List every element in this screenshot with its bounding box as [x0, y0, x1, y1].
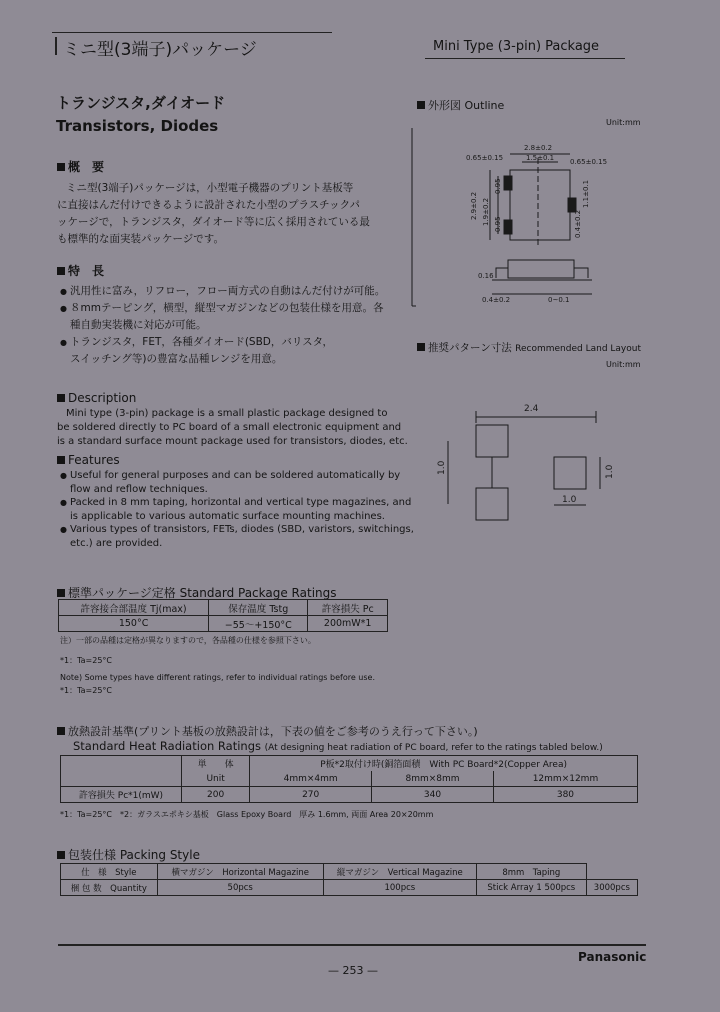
overview-line: ッケージで，トランジスタ，ダイオード等に広く採用されている最	[57, 216, 370, 228]
features-jp-item-cont: スイッチング等)の豊富な品種レンジを用意。	[70, 353, 283, 365]
description-heading: Description	[57, 391, 136, 405]
outline-dim: 0.16	[478, 272, 494, 280]
heat-value: 380	[493, 787, 637, 803]
land-dim: 1.0	[437, 460, 447, 475]
packing-row-label: 梱 包 数 Quantity	[61, 880, 158, 896]
package-ratings-value: −55〜+150°C	[209, 616, 308, 632]
features-en-item-cont: flow and reflow techniques.	[70, 484, 208, 495]
features-jp-item: ● 汎用性に富み，リフロー，フロー両方式の自動はんだ付けが可能。	[60, 283, 385, 298]
outline-dim: 2.9±0.2	[470, 191, 478, 220]
outline-lead	[504, 176, 512, 190]
features-en-item: ● Useful for general purposes and can be soldered automatically by	[60, 470, 400, 481]
packing-value: Stick Array 1 500pcs	[476, 880, 586, 896]
heat-unit: Unit	[182, 771, 250, 787]
outline-dim: 0.65±0.15	[570, 158, 608, 166]
outline-dim: 0.4±0.2	[482, 296, 511, 304]
heat-notes: *1：Ta=25°C *2：ガラスエポキシ基板 Glass Epoxy Board 厚み 1.6mm, 両面 Area 20×20mm	[60, 810, 434, 819]
packing-header: 縦マガジン Vertical Magazine	[323, 864, 476, 880]
outline-unit: Unit:mm	[606, 118, 641, 127]
page-number: — 253 —	[328, 964, 378, 977]
land-dim: 2.4	[524, 404, 539, 414]
outline-dim: 1.9±0.2	[482, 197, 490, 226]
heat-heading-en: Standard Heat Radiation Ratings (At designing heat radiation of PC board, refer to the ratings tabled below.)	[73, 739, 603, 753]
overview-heading: 概 要	[57, 158, 104, 175]
packing-value: 100pcs	[323, 880, 476, 896]
heat-ratings-table	[60, 755, 638, 803]
features-en-item: ● Various types of transistors, FETs, diodes (SBD, varistors, switchings,	[60, 524, 414, 535]
top-rule	[52, 32, 332, 33]
description-line: Mini type (3-pin) package is a small plastic package designed to	[66, 408, 388, 419]
land-dim: 1.0	[605, 464, 615, 479]
page-title-jp: ミニ型(3端子)パッケージ	[63, 40, 257, 60]
packing-table	[60, 863, 638, 896]
outline-drawing	[412, 128, 620, 308]
title-marker	[55, 37, 57, 55]
outline-lead	[504, 220, 512, 234]
heat-value: 340	[372, 787, 494, 803]
description-line: is a standard surface mount package used for transistors, diodes, etc.	[57, 436, 408, 447]
land-heading: 推奨パターン寸法 Recommended Land Layout	[417, 340, 641, 355]
features-jp-item: ● ８mmテーピング，横型，縦型マガジンなどの包装仕様を用意。各	[60, 300, 384, 315]
page-title-en: Mini Type (3-pin) Package	[433, 39, 600, 54]
outline-dim: 1.1±0.1	[582, 179, 590, 208]
features-en-item-cont: etc.) are provided.	[70, 538, 163, 549]
packing-value: 3000pcs	[586, 880, 637, 896]
outline-dim: 0.4±0.2	[574, 209, 582, 238]
packing-header: 8mm Taping	[476, 864, 586, 880]
features-jp-item-cont: 種自動実装機に対応が可能。	[70, 319, 207, 331]
heat-row-label: 許容損失 Pc*1(mW)	[61, 787, 182, 803]
overview-line: ミニ型(3端子)パッケージは，小型電子機器のプリント基板等	[66, 182, 354, 194]
heat-value: 200	[182, 787, 250, 803]
heat-unit: 12mm×12mm	[493, 771, 637, 787]
land-pad	[476, 488, 508, 520]
outline-body-side-view	[508, 260, 574, 278]
packing-header: 横マガジン Horizontal Magazine	[157, 864, 323, 880]
outline-dim: 2.8±0.2	[524, 144, 553, 152]
features-en-item: ● Packed in 8 mm taping, horizontal and vertical type magazines, and	[60, 497, 411, 508]
package-ratings-header: 許容損失 Pc	[308, 600, 388, 616]
heat-unit: 4mm×4mm	[250, 771, 372, 787]
category-jp: トランジスタ,ダイオード	[56, 94, 226, 112]
outline-dim: 0.65±0.15	[466, 154, 504, 162]
category-en: Transistors, Diodes	[56, 117, 219, 135]
land-pad	[554, 457, 586, 489]
land-dim: 1.0	[562, 495, 577, 505]
package-ratings-header: 許容接合部温度 Tj(max)	[59, 600, 209, 616]
land-pad	[476, 425, 508, 457]
outline-heading: 外形図 Outline	[417, 97, 504, 113]
land-layout-drawing	[437, 395, 620, 525]
outline-dim: 0.95	[494, 216, 502, 232]
outline-dim: 0~0.1	[548, 296, 570, 304]
heat-col-board: P板*2取付け時(銅箔面積 With PC Board*2(Copper Area)	[250, 756, 638, 772]
heat-unit: 8mm×8mm	[372, 771, 494, 787]
package-note: Note) Some types have different ratings, refer to individual ratings before use.	[60, 673, 376, 682]
heat-value: 270	[250, 787, 372, 803]
packing-heading: 包装仕様 Packing Style	[57, 846, 200, 863]
outline-body-top-view	[510, 170, 570, 240]
package-note: 注）一部の品種は定格が異なりますので，各品種の仕様を参照下さい。	[60, 636, 316, 645]
features-jp-item: ● トランジスタ，FET，各種ダイオード(SBD，バリスタ，	[60, 334, 333, 349]
description-line: be soldered directly to PC board of a small electronic equipment and	[57, 422, 402, 433]
heat-col-single: 単 体	[182, 756, 250, 772]
package-ratings-value: 150°C	[59, 616, 209, 632]
package-note: *1：Ta=25°C	[60, 656, 113, 665]
overview-line: に直接はんだ付けできるように設計された小型のプラスチックパ	[57, 199, 361, 211]
footer-rule	[58, 944, 646, 946]
title-rule	[425, 58, 625, 59]
outline-dim: 0.95	[494, 178, 502, 194]
features-jp-heading: 特 長	[57, 262, 104, 279]
package-ratings-table	[58, 599, 388, 632]
packing-value: 50pcs	[157, 880, 323, 896]
outline-dim: 1.5±0.1	[526, 154, 555, 162]
package-ratings-header: 保存温度 Tstg	[209, 600, 308, 616]
features-en-heading: Features	[57, 453, 120, 467]
brand-logo: Panasonic	[578, 950, 647, 964]
package-ratings-value: 200mW*1	[308, 616, 388, 632]
features-en-item-cont: is applicable to various automatic surface mounting machines.	[70, 511, 385, 522]
packing-header: 仕 様 Style	[61, 864, 158, 880]
package-ratings-heading: 標準パッケージ定格 Standard Package Ratings	[57, 584, 337, 601]
overview-line: も標準的な面実装パッケージです。	[57, 233, 224, 245]
land-unit: Unit:mm	[606, 360, 641, 369]
heat-heading-jp: 放熱設計基準(プリント基板の放熱設計は，下表の値をご参考のうえ行って下さい。)	[57, 723, 478, 739]
package-note: *1：Ta=25°C	[60, 686, 113, 695]
heat-corner	[61, 756, 182, 787]
